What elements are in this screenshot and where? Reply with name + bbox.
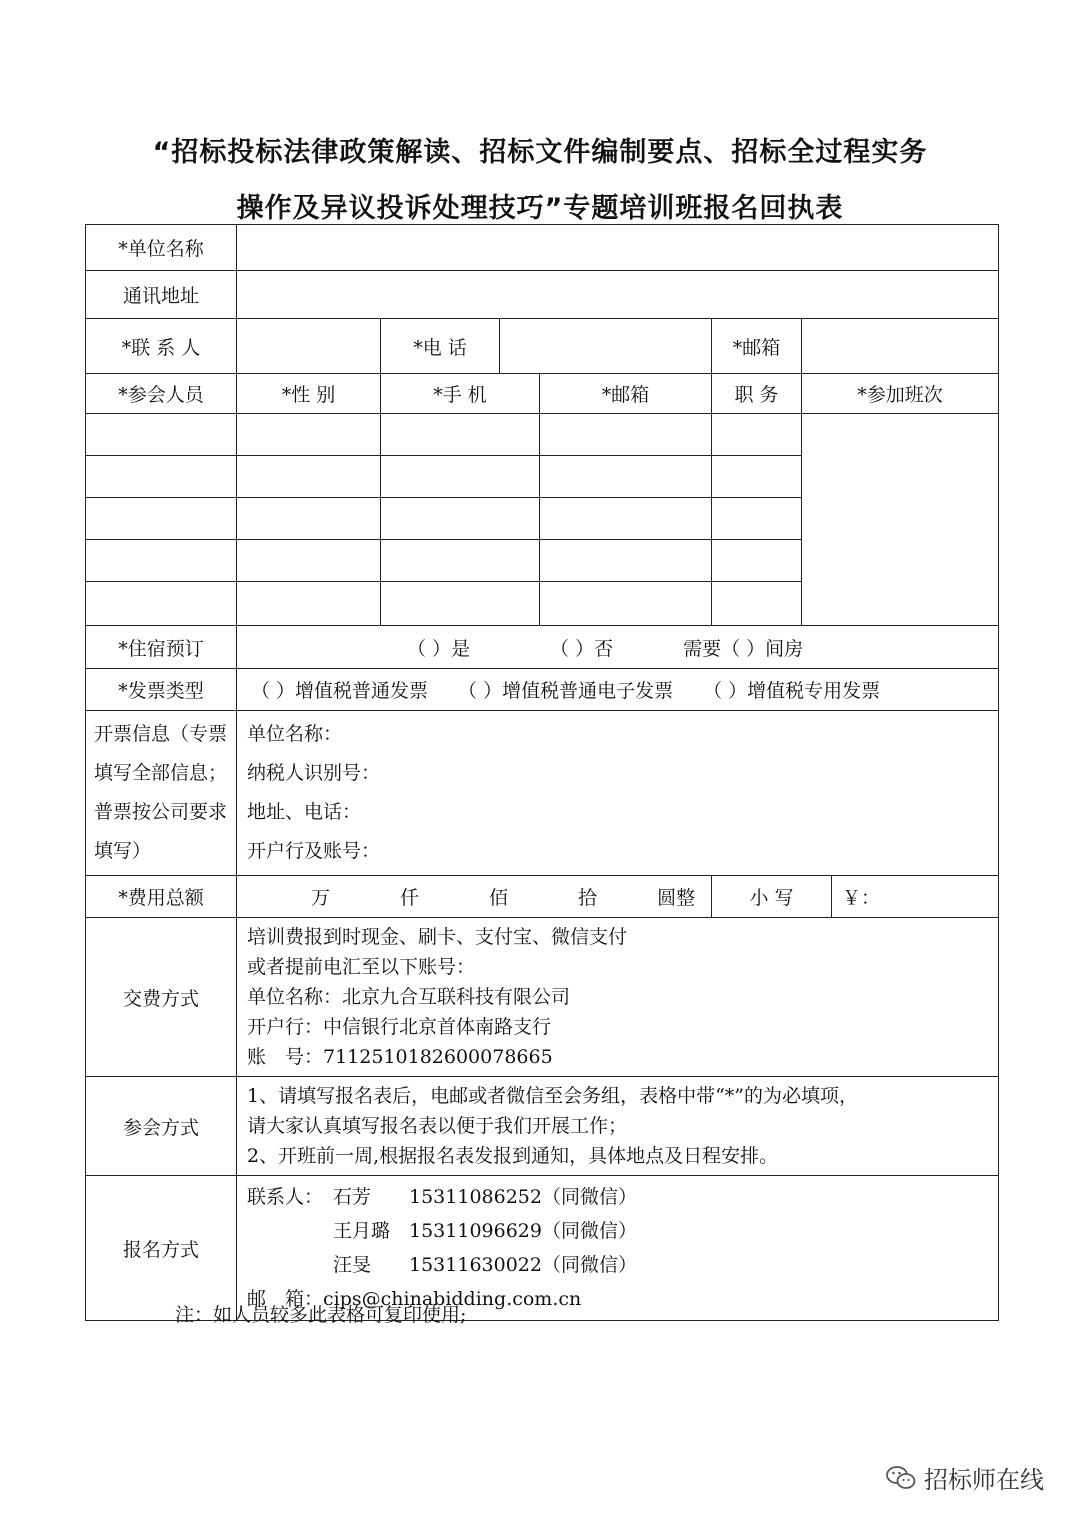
email-field[interactable] (802, 319, 999, 374)
fee-total-label: *费用总额 (86, 876, 237, 918)
unit-name-label: *单位名称 (86, 225, 237, 271)
attendee-gender-cell[interactable] (237, 414, 381, 456)
email-label: *邮箱 (712, 319, 802, 374)
form-title-line-2: 操作及异议投诉处理技巧”专题培训班报名回执表 (236, 193, 844, 224)
attendee-email-cell[interactable] (540, 540, 712, 582)
contact-name: 汪旻 (333, 1254, 372, 1276)
attendee-name-cell[interactable] (86, 540, 237, 582)
fee-unit-wan: 万 (311, 887, 331, 909)
contact-phone: 15311096629（同微信） (409, 1220, 637, 1242)
register-contact-row (247, 1180, 998, 1214)
form-title-line-1: “招标投标法律政策解读、招标文件编制要点、招标全过程实务 (152, 137, 928, 168)
attendee-name-cell[interactable] (86, 414, 237, 456)
attendee-email-cell[interactable] (540, 498, 712, 540)
invoice-bank-account-field[interactable]: 开户行及账号： (247, 840, 381, 862)
fee-unit-bai: 佰 (489, 887, 509, 909)
attendee-position-cell[interactable] (712, 498, 802, 540)
lodging-no-option[interactable]: （ ）否 (550, 637, 614, 660)
invoice-type-label: *发票类型 (86, 669, 237, 711)
register-method-label: 报名方式 (86, 1176, 237, 1321)
gender-header: *性 别 (237, 374, 381, 414)
invoice-info-fields (237, 711, 999, 876)
register-contact-label: 联系人： (247, 1186, 324, 1208)
lodging-yes-option[interactable]: （ ）是 (407, 637, 471, 660)
attendee-mobile-cell[interactable] (381, 456, 540, 498)
attendee-name-cell[interactable] (86, 582, 237, 626)
invoice-type-electronic-option[interactable]: （ ）增值税普通电子发票 (458, 680, 674, 702)
invoice-type-special-option[interactable]: （ ）增值税专用发票 (703, 680, 881, 702)
attendee-email-cell[interactable] (540, 456, 712, 498)
wechat-icon (886, 1465, 916, 1491)
attend-method-details (237, 1077, 999, 1176)
fee-unit-qian: 仟 (400, 887, 420, 909)
attend-line: 2、开班前一周,根据报名表发报到通知，具体地点及日程安排。 (247, 1145, 779, 1167)
attendee-mobile-cell[interactable] (381, 540, 540, 582)
fee-unit-shi: 拾 (578, 887, 598, 909)
payment-line: 单位名称：北京九合互联科技有限公司 (247, 986, 571, 1008)
registration-form-table (85, 224, 999, 1321)
fee-amount-uppercase[interactable] (237, 876, 712, 918)
attendee-class-cell[interactable] (802, 414, 999, 626)
payment-line: 或者提前电汇至以下账号： (247, 956, 476, 978)
attend-method-label: 参会方式 (86, 1077, 237, 1176)
phone-label: *电 话 (381, 319, 500, 374)
payment-line: 培训费报到时现金、刷卡、支付宝、微信支付 (247, 926, 628, 948)
attendee-mobile-cell[interactable] (381, 414, 540, 456)
unit-name-field[interactable] (237, 225, 999, 271)
contact-phone: 15311630022（同微信） (409, 1254, 637, 1276)
contact-name: 王月璐 (333, 1220, 391, 1242)
payment-method-details (237, 918, 999, 1077)
attend-line: 请大家认真填写报名表以便于我们开展工作； (247, 1115, 628, 1137)
attendee-mobile-cell[interactable] (381, 498, 540, 540)
contact-name: 石芳 (333, 1186, 372, 1208)
attendee-email-header: *邮箱 (540, 374, 712, 414)
lodging-rooms-field[interactable]: 需要（ ）间房 (683, 637, 804, 660)
attendee-gender-cell[interactable] (237, 498, 381, 540)
position-header: 职 务 (712, 374, 802, 414)
contact-phone: 15311086252（同微信） (409, 1186, 637, 1208)
attendee-position-cell[interactable] (712, 414, 802, 456)
payment-method-label: 交费方式 (86, 918, 237, 1077)
attendee-name-cell[interactable] (86, 498, 237, 540)
attendee-position-cell[interactable] (712, 540, 802, 582)
attendee-name-cell[interactable] (86, 456, 237, 498)
footnote: 注：如人员较多此表格可复印使用; (175, 1304, 467, 1326)
mobile-header: *手 机 (381, 374, 540, 414)
payment-line: 开户行：中信银行北京首体南路支行 (247, 1016, 552, 1038)
contact-field[interactable] (237, 319, 381, 374)
payment-line: 账 号：7112510182600078665 (247, 1046, 553, 1068)
attendee-gender-cell[interactable] (237, 582, 381, 626)
address-label: 通讯地址 (86, 271, 237, 319)
attend-line: 1、请填写报名表后，电邮或者微信至会务组，表格中带“*”的为必填项， (247, 1085, 859, 1107)
invoice-type-normal-option[interactable]: （ ）增值税普通发票 (251, 680, 429, 702)
attendee-gender-cell[interactable] (237, 456, 381, 498)
contact-label: *联 系 人 (86, 319, 237, 374)
attendee-position-cell[interactable] (712, 456, 802, 498)
register-method-details (237, 1176, 999, 1321)
invoice-unit-name-field[interactable]: 单位名称： (247, 723, 343, 745)
register-email-line: 邮 箱：cips@chinabidding.com.cn (247, 1288, 582, 1310)
attendee-email-cell[interactable] (540, 414, 712, 456)
account-name: 招标师在线 (924, 1466, 1044, 1494)
attendee-gender-cell[interactable] (237, 540, 381, 582)
invoice-info-label: 开票信息（专票填写全部信息；普票按公司要求填写） (86, 711, 237, 876)
register-contact-row (247, 1214, 998, 1248)
class-header: *参加班次 (802, 374, 999, 414)
account-watermark (886, 1460, 1044, 1495)
fee-small-label: 小 写 (712, 876, 832, 918)
lodging-options (237, 626, 999, 669)
attendee-position-cell[interactable] (712, 582, 802, 626)
attendee-mobile-cell[interactable] (381, 582, 540, 626)
fee-unit-yuanzheng: 圆整 (657, 887, 696, 909)
invoice-address-phone-field[interactable]: 地址、电话： (247, 801, 362, 823)
attendee-email-cell[interactable] (540, 582, 712, 626)
invoice-taxpayer-id-field[interactable]: 纳税人识别号： (247, 762, 381, 784)
lodging-label: *住宿预订 (86, 626, 237, 669)
phone-field[interactable] (500, 319, 712, 374)
attendee-header: *参会人员 (86, 374, 237, 414)
register-contact-row (247, 1248, 998, 1282)
address-field[interactable] (237, 271, 999, 319)
invoice-type-options (237, 669, 999, 711)
fee-amount-numeric[interactable]: ￥： (832, 876, 999, 918)
